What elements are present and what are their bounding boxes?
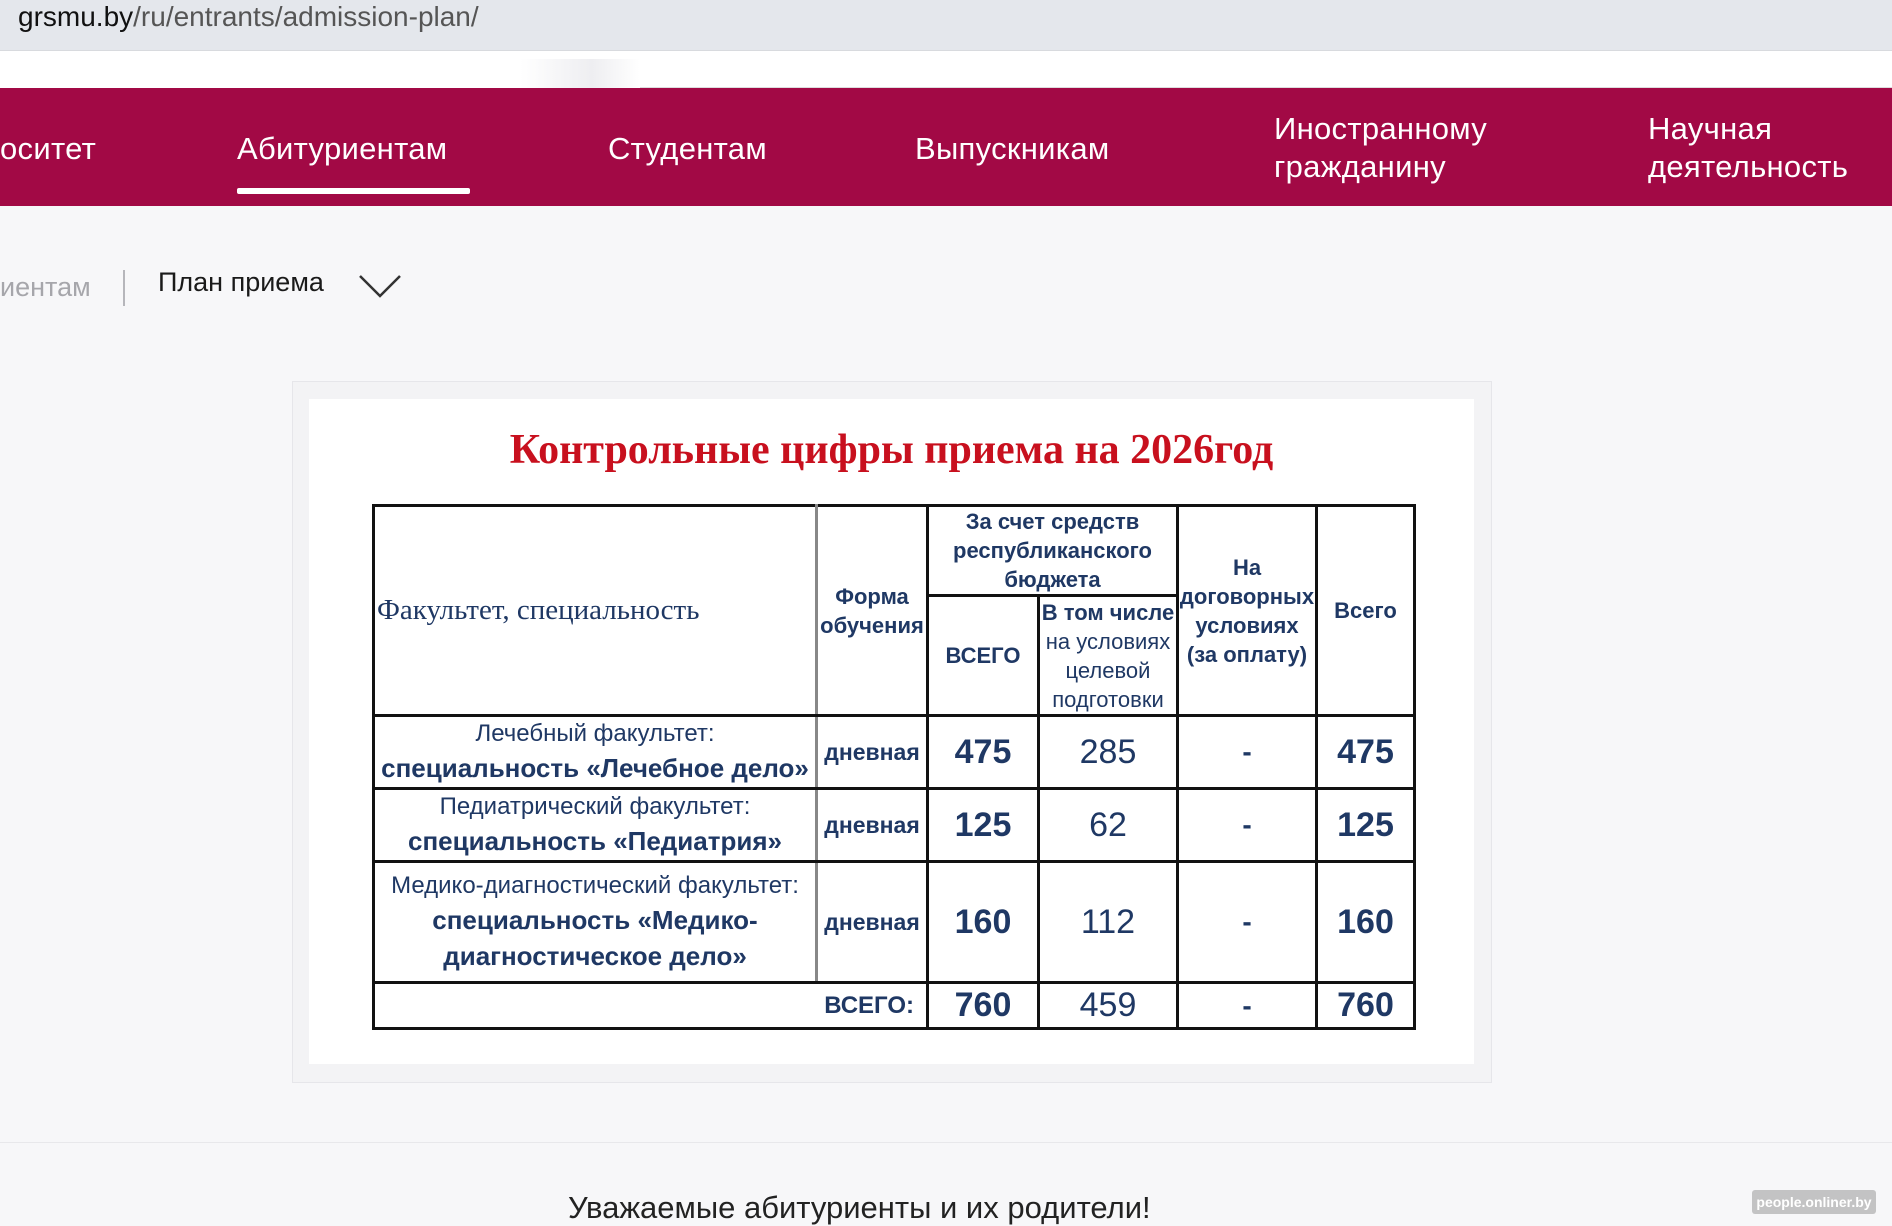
header-faculty: Факультет, специальность bbox=[374, 506, 817, 716]
main-nav bbox=[0, 88, 1892, 206]
nav-item-foreign-citizen[interactable]: Иностранному гражданину bbox=[1274, 111, 1488, 184]
faculty-name: Медико-диагностический факультет: bbox=[391, 872, 799, 899]
row-form: дневная bbox=[817, 716, 928, 789]
table-row bbox=[374, 862, 1415, 983]
row-contract: - bbox=[1178, 862, 1317, 983]
header-form: Форма обучения bbox=[817, 506, 928, 716]
header-target bbox=[1039, 596, 1178, 716]
specialty-name: специальность «Педиатрия» bbox=[408, 826, 782, 856]
row-contract: - bbox=[1178, 716, 1317, 789]
total-target: 459 bbox=[1039, 983, 1178, 1029]
row-target: 285 bbox=[1039, 716, 1178, 789]
browser-toolbar-strip bbox=[0, 50, 1892, 89]
row-budget-total: 475 bbox=[928, 716, 1039, 789]
faculty-name: Лечебный факультет: bbox=[475, 720, 715, 747]
watermark: people.onliner.by bbox=[1752, 1190, 1876, 1214]
row-total: 160 bbox=[1317, 862, 1415, 983]
url-domain: grsmu.by bbox=[18, 1, 134, 32]
row-budget-total: 160 bbox=[928, 862, 1039, 983]
admission-plan-table bbox=[372, 504, 1416, 1030]
total-all: 760 bbox=[1317, 983, 1415, 1029]
row-faculty bbox=[374, 862, 817, 983]
table-row bbox=[374, 789, 1415, 862]
admission-plan-title: Контрольные цифры приема на 2026год bbox=[509, 427, 1274, 473]
row-contract: - bbox=[1178, 789, 1317, 862]
specialty-name: специальность «Медико-диагностическое дело» bbox=[432, 905, 758, 971]
admission-plan-table-wrap bbox=[372, 504, 1416, 1030]
total-contract: - bbox=[1178, 983, 1317, 1029]
nav-item-graduates[interactable]: Выпускникам bbox=[915, 131, 1110, 166]
nav-item-students[interactable]: Студентам bbox=[608, 131, 767, 166]
row-target: 62 bbox=[1039, 789, 1178, 862]
header-total: Всего bbox=[1317, 506, 1415, 716]
breadcrumb-current[interactable]: План приема bbox=[158, 267, 324, 297]
toolbar-fade bbox=[520, 59, 640, 89]
faculty-name: Педиатрический факультет: bbox=[439, 793, 751, 820]
row-form: дневная bbox=[817, 789, 928, 862]
specialty-name: специальность «Лечебное дело» bbox=[381, 753, 809, 783]
header-target-rest: на условиях целевой подготовки bbox=[1045, 628, 1171, 712]
row-form: дневная bbox=[817, 862, 928, 983]
chevron-down-icon[interactable] bbox=[356, 270, 404, 302]
total-spacer bbox=[374, 983, 817, 1029]
row-faculty bbox=[374, 789, 817, 862]
url-path: /ru/entrants/admission-plan/ bbox=[133, 1, 479, 32]
breadcrumb-separator bbox=[123, 270, 125, 306]
section-divider bbox=[0, 1142, 1892, 1143]
row-budget-total: 125 bbox=[928, 789, 1039, 862]
row-total: 475 bbox=[1317, 716, 1415, 789]
header-budget-group: За счет средств республиканского бюджета bbox=[928, 506, 1178, 596]
header-contract: На договорных условиях (за оплату) bbox=[1178, 506, 1317, 716]
table-row-total bbox=[374, 983, 1415, 1029]
nav-item-research[interactable]: Научная деятельность bbox=[1648, 111, 1849, 184]
row-target: 112 bbox=[1039, 862, 1178, 983]
row-faculty bbox=[374, 716, 817, 789]
url-text[interactable] bbox=[18, 0, 479, 34]
total-label: ВСЕГО: bbox=[817, 983, 928, 1029]
greeting-heading: Уважаемые абитуриенты и их родители! bbox=[568, 1190, 1151, 1225]
table-row bbox=[374, 716, 1415, 789]
nav-active-indicator bbox=[237, 188, 470, 194]
header-target-bold: В том числе bbox=[1041, 599, 1175, 625]
nav-item-university[interactable]: оситет bbox=[0, 131, 97, 166]
breadcrumb-parent[interactable]: иентам bbox=[0, 272, 91, 302]
address-bar[interactable] bbox=[0, 0, 1892, 50]
nav-item-entrants[interactable]: Абитуриентам bbox=[237, 131, 448, 166]
total-budget: 760 bbox=[928, 983, 1039, 1029]
header-budget-total: ВСЕГО bbox=[928, 596, 1039, 716]
row-total: 125 bbox=[1317, 789, 1415, 862]
